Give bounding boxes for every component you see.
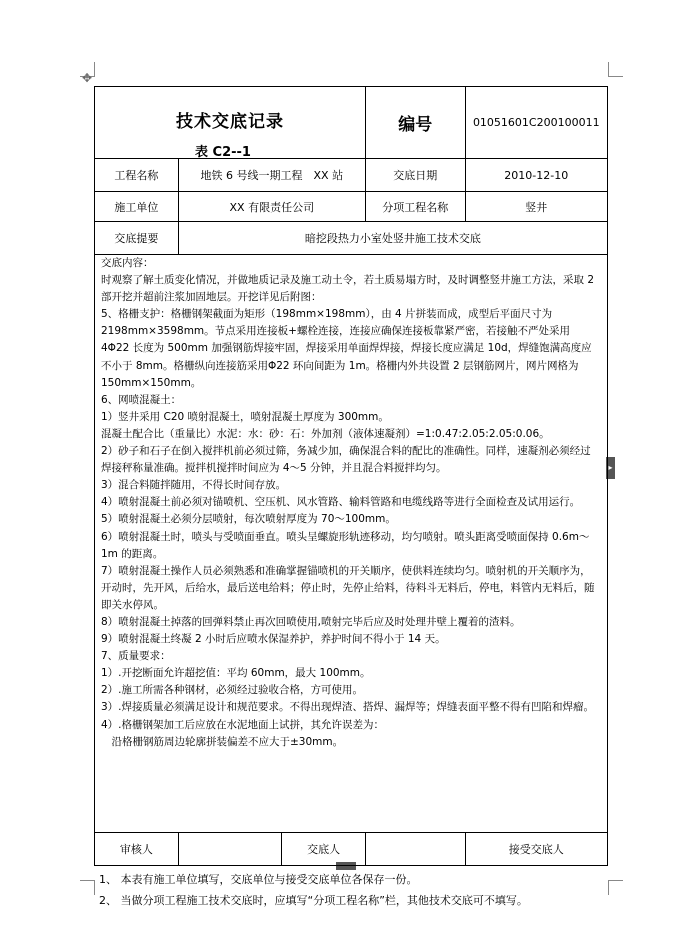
table-move-handle-icon[interactable]: ✥: [82, 71, 93, 85]
form-subtitle: 表 C2--1: [195, 145, 251, 160]
page-corner-mark-top-right: [608, 62, 623, 77]
summary-value[interactable]: 暗挖段热力小室处竖井施工技术交底: [304, 232, 481, 245]
page-corner-mark-bottom-left: [80, 880, 95, 895]
content-paragraph: 6、网喷混凝土：: [101, 393, 182, 406]
subproject-value[interactable]: 竖井: [525, 200, 548, 214]
content-paragraph: 2）砂子和石子在倒入搅拌机前必须过筛，务减少加，确保混合料的配比的准确性。同样，速凝剂必须经过焊接秤称量准确。搅拌机搅拌时间应为 4～5 分钟，并且混合料搅拌均匀。: [101, 445, 591, 475]
tech-disclosure-form: [94, 86, 608, 866]
form-title: 技术交底记录: [175, 112, 284, 132]
project-name-label: 工程名称: [95, 159, 179, 191]
number-value[interactable]: 01051601C200100011: [472, 116, 600, 129]
date-value[interactable]: 2010-12-10: [504, 168, 569, 182]
table-resize-handle-icon[interactable]: ▸: [606, 457, 615, 479]
content-paragraph: 5）喷射混凝土必须分层喷射，每次喷射厚度为 70～100mm。: [101, 513, 396, 526]
content-paragraph: 7、质量要求：: [101, 650, 171, 663]
content-paragraph: 4）喷射混凝土前必须对锚喷机、空压机、风水管路、输料管路和电缆线路等进行全面检查及试用运行。: [101, 496, 581, 509]
note-item: 2、 当做分项工程施工技术交底时，应填写“分项工程名称”栏，其他技术交底可不填写。: [99, 894, 528, 907]
content-paragraph: 2）.施工所需各种钢材，必须经过验收合格，方可使用。: [101, 684, 364, 697]
content-paragraph: 7）喷射混凝土操作人员必须熟悉和准确掌握锚喷机的开关顺序，使供料连续均匀。喷射机的开关顺序为，开动时，先开风，后给水，最后送电给料；停止时，先停止给料，待料斗无料后，停电，料管内无料后，随即关水停风。: [101, 564, 595, 611]
content-paragraph: 3）.焊接质量必须满足设计和规范要求。不得出现焊渣、搭焊、漏焊等；焊缝表面平整不得有凹陷和焊瘤。: [101, 701, 595, 714]
disclosure-content[interactable]: [94, 255, 608, 833]
signature-row: [94, 833, 608, 866]
date-label: 交底日期: [366, 159, 466, 191]
content-paragraph: 沿格栅钢筋周边轮廓拼装偏差不应大于±30mm。: [101, 735, 344, 748]
contractor-row: [94, 192, 608, 222]
content-paragraph: 时观察了解土质变化情况，并做地质记录及施工动土令，若土质易塌方时，及时调整竖井施工方法，采取 2 部开挖并超前注浆加固地层。开挖详见后附图：: [101, 274, 595, 304]
summary-row: [94, 222, 608, 255]
note-item: 1、 本表有施工单位填写，交底单位与接受交底单位各保存一份。: [99, 873, 418, 886]
presenter-label: 交底人: [282, 833, 366, 865]
reviewer-signature-field[interactable]: [179, 833, 283, 865]
content-paragraph: 1）竖井采用 C20 喷射混凝土，喷射混凝土厚度为 300mm。: [101, 410, 389, 423]
content-paragraph: 5、格栅支护：格栅钢架截面为矩形（198mm×198mm），由 4 片拼装而成，成型后平面尺寸为 2198mm×3598mm。节点采用连接板+螺栓连接，连接应确保连接板靠紧严密，若接触不严处采用 4Φ22 长度为 500mm 加强钢筋焊接牢固，焊接采用单面焊焊接，焊接长度应满足 10d，焊缝饱满高度应不小于 8mm。格栅纵向连接筋采用Φ22 环向间距为 1m。格栅内外共设置 2 层钢筋网片，网片网格为 150mm×150mm。: [101, 308, 592, 389]
reviewer-label: 审核人: [95, 833, 179, 865]
contractor-label: 施工单位: [95, 192, 179, 221]
receiver-label: 接受交底人: [508, 843, 564, 856]
form-header-row: [94, 86, 608, 159]
content-paragraph: 3）混合料随拌随用，不得长时间存放。: [101, 479, 287, 492]
content-paragraph: 1）.开挖断面允许超挖值：平均 60mm，最大 100mm。: [101, 667, 371, 680]
subproject-label: 分项工程名称: [366, 192, 466, 221]
contractor-value[interactable]: XX 有限责任公司: [179, 192, 366, 221]
content-paragraph: 9）喷射混凝土终凝 2 小时后应喷水保湿养护，养护时间不得小于 14 天。: [101, 633, 446, 646]
content-paragraph: 8）喷射混凝土掉落的回弹料禁止再次回喷使用,喷射完毕后应及时处理井壁上覆着的渣料。: [101, 615, 521, 628]
project-name-value[interactable]: 地铁 6 号线一期工程 XX 站: [179, 159, 366, 191]
content-paragraph: 6）喷射混凝土时，喷头与受喷面垂直。喷头呈螺旋形轨迹移动，均匀喷射。喷头距离受喷面保持 0.6m～1m 的距离。: [101, 530, 590, 560]
number-label: 编号: [366, 87, 466, 158]
content-paragraph: 4）.格栅钢架加工后应放在水泥地面上试拼，其允许误差为：: [101, 718, 385, 731]
content-label: 交底内容：: [101, 257, 154, 269]
project-row: [94, 159, 608, 192]
form-notes: [99, 869, 619, 911]
content-paragraph: 混凝土配合比（重量比）水泥：水：砂：石：外加剂（液体速凝剂）=1:0.47:2.05:2.05:0.06。: [101, 427, 550, 440]
summary-label: 交底提要: [95, 222, 179, 254]
form-title-cell: [95, 87, 366, 158]
presenter-signature-field[interactable]: [366, 833, 466, 865]
